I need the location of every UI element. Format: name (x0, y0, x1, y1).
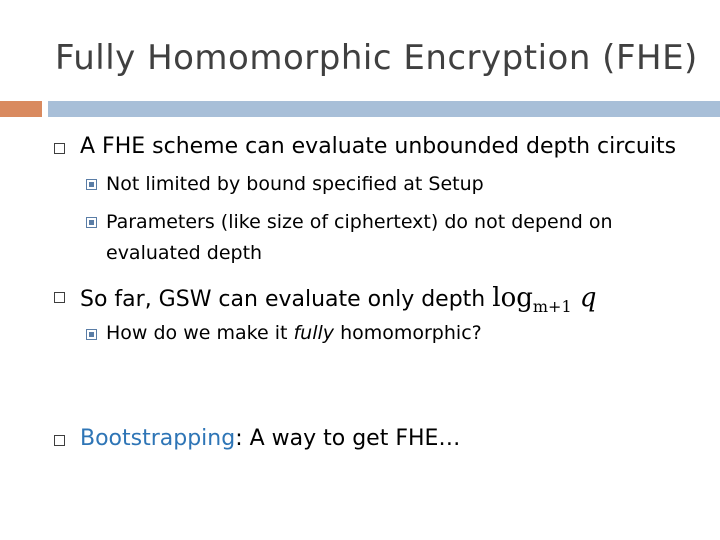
sub-bullet-icon (86, 179, 97, 190)
emphasis-text: fully (293, 322, 335, 344)
bullet-icon (54, 143, 65, 154)
sub-bullet-icon (86, 329, 97, 340)
slide-title: Fully Homomorphic Encryption (FHE) (55, 38, 698, 78)
bullet-text: A FHE scheme can evaluate unbounded depth circuits (80, 134, 677, 159)
sub-bullet-icon (86, 217, 97, 228)
bullet-icon (54, 292, 65, 303)
sub-bullet-text: How do we make it fully homomorphic? (106, 322, 482, 344)
title-accent-bar-orange (0, 101, 42, 117)
sub-bullet-text-continued: evaluated depth (106, 242, 263, 264)
bullet-text (80, 283, 597, 316)
bullet-text-prefix: So far, GSW can evaluate only depth (80, 287, 486, 312)
sub-bullet-text: Parameters (like size of ciphertext) do not depend on (106, 211, 613, 233)
bullet-icon (54, 435, 65, 446)
title-accent-bar-blue (48, 101, 720, 117)
sub-bullet-text: Not limited by bound specified at Setup (106, 173, 484, 195)
math-expression: $\log_{m+1} q$ (492, 283, 597, 316)
bullet-text: Bootstrapping: A way to get FHE… (80, 426, 461, 451)
bootstrapping-link[interactable]: Bootstrapping (80, 426, 236, 451)
